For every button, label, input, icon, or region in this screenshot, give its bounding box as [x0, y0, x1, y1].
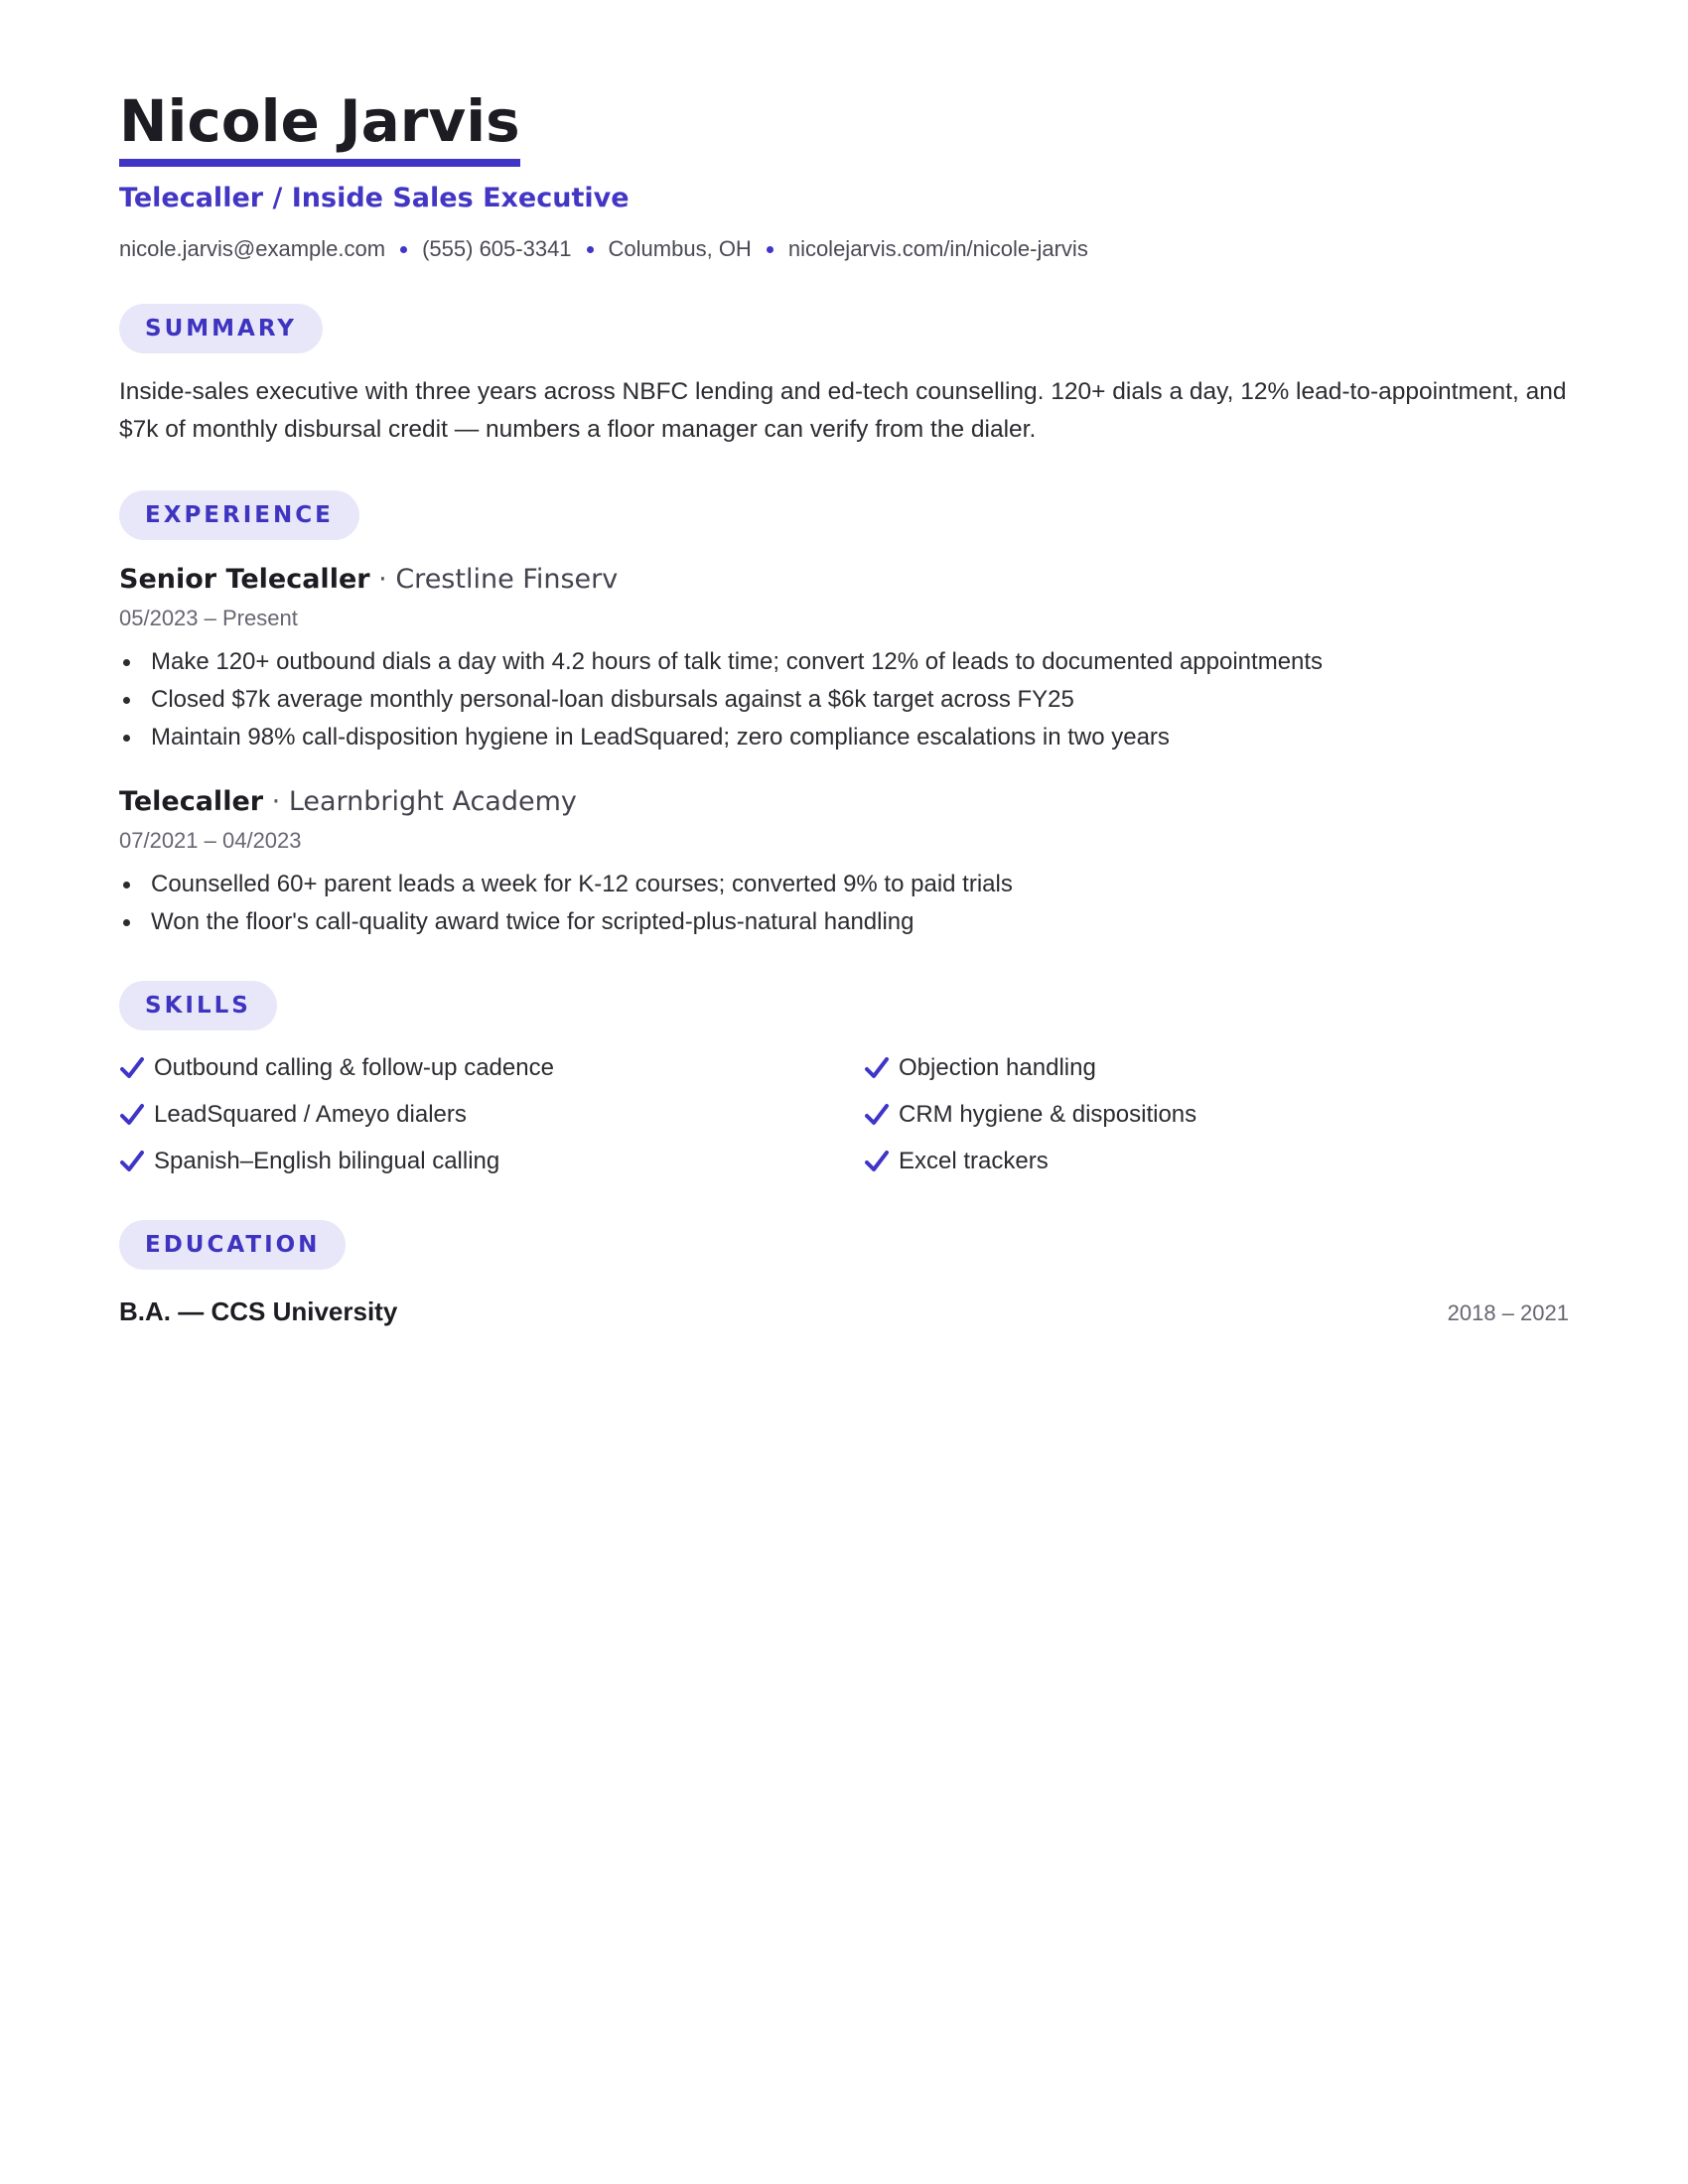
contact-line	[119, 234, 1569, 264]
experience-entry	[119, 784, 1569, 941]
skill-label: Outbound calling & follow-up cadence	[154, 1054, 554, 1081]
job-separator: ·	[369, 564, 396, 595]
checkmark-icon	[119, 1102, 145, 1128]
job-bullet-list	[119, 866, 1569, 941]
resume-header	[119, 85, 1569, 264]
job-company: Learnbright Academy	[288, 786, 577, 817]
skill-label: CRM hygiene & dispositions	[899, 1101, 1197, 1128]
job-bullet	[119, 643, 1569, 681]
skill-item	[119, 1095, 864, 1134]
contact-email: nicole.jarvis@example.com	[119, 236, 386, 261]
contact-phone: (555) 605-3341	[422, 236, 572, 261]
skill-label: Excel trackers	[899, 1148, 1049, 1174]
bullet-dot-icon	[767, 246, 774, 253]
section-heading-summary: SUMMARY	[119, 304, 323, 353]
job-bullet	[119, 719, 1569, 756]
bullet-icon	[123, 697, 130, 704]
checkmark-icon	[864, 1102, 890, 1128]
job-bullet-text: Won the floor's call-quality award twice for scripted-plus-natural handling	[151, 908, 914, 935]
bullet-dot-icon	[400, 246, 407, 253]
job-dates: 05/2023 – Present	[119, 606, 298, 630]
job-bullet	[119, 866, 1569, 903]
section-heading-experience: EXPERIENCE	[119, 490, 359, 540]
job-separator: ·	[263, 786, 289, 817]
job-bullet	[119, 681, 1569, 719]
skill-label: Objection handling	[899, 1054, 1096, 1081]
bullet-icon	[123, 735, 130, 742]
skill-label: LeadSquared / Ameyo dialers	[154, 1101, 467, 1128]
contact-location: Columbus, OH	[608, 236, 752, 261]
job-heading	[119, 784, 1569, 820]
job-bullet-text: Maintain 98% call-disposition hygiene in LeadSquared; zero compliance escalations in two years	[151, 724, 1170, 751]
skills-grid	[119, 1048, 1569, 1180]
education-entry	[119, 1294, 1569, 1331]
skill-label: Spanish–English bilingual calling	[154, 1148, 500, 1174]
job-bullet-text: Make 120+ outbound dials a day with 4.2 hours of talk time; convert 12% of leads to documented appointments	[151, 648, 1324, 675]
summary-paragraph: Inside-sales executive with three years across NBFC lending and ed-tech counselling. 120+ dials a day, 12% lead-to-appointment, and $7k of monthly disbursal credit — numbers a floor manager can verify from the dialer.	[119, 378, 1567, 443]
skill-item	[864, 1048, 1569, 1087]
experience-entry	[119, 562, 1569, 756]
job-bullet-text: Counselled 60+ parent leads a week for K-12 courses; converted 9% to paid trials	[151, 871, 1013, 897]
job-bullet	[119, 903, 1569, 941]
checkmark-icon	[864, 1055, 890, 1081]
checkmark-icon	[864, 1149, 890, 1174]
job-dates: 07/2021 – 04/2023	[119, 828, 302, 853]
job-company: Crestline Finserv	[395, 564, 619, 595]
education-degree: B.A. — CCS University	[119, 1297, 398, 1326]
skill-item	[119, 1142, 864, 1180]
education-years: 2018 – 2021	[1447, 1300, 1569, 1325]
bullet-dot-icon	[587, 246, 594, 253]
section-heading-skills: SKILLS	[119, 981, 277, 1030]
contact-website: nicolejarvis.com/in/nicole-jarvis	[787, 236, 1088, 261]
job-bullet-list	[119, 643, 1569, 756]
job-bullet-text: Closed $7k average monthly personal-loan disbursals against a $6k target across FY25	[151, 686, 1074, 713]
checkmark-icon	[119, 1149, 145, 1174]
section-heading-education: EDUCATION	[119, 1220, 346, 1270]
skill-item	[864, 1095, 1569, 1134]
bullet-icon	[123, 659, 130, 666]
bullet-icon	[123, 882, 130, 888]
checkmark-icon	[119, 1055, 145, 1081]
job-heading	[119, 562, 1569, 598]
job-title: Telecaller	[119, 786, 264, 817]
skill-item	[864, 1142, 1569, 1180]
candidate-name: Nicole Jarvis	[119, 85, 520, 167]
job-title: Senior Telecaller	[119, 564, 370, 595]
bullet-icon	[123, 919, 130, 926]
skill-item	[119, 1048, 864, 1087]
candidate-title: Telecaller / Inside Sales Executive	[119, 183, 630, 213]
